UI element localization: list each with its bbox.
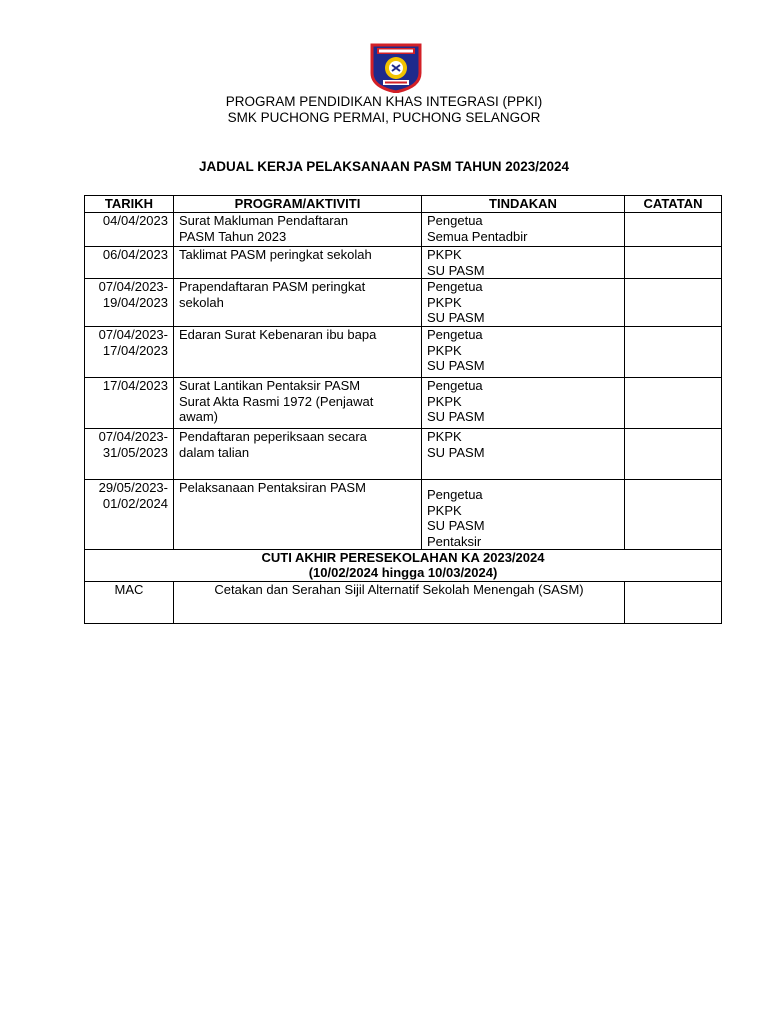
action-text: SU PASM	[427, 358, 485, 373]
date-text: 06/04/2023	[102, 247, 168, 262]
action-text: SU PASM	[427, 310, 485, 325]
school-name: SMK PUCHONG PERMAI, PUCHONG SELANGOR	[227, 110, 541, 125]
action-text: Pengetua	[427, 487, 483, 502]
action-text: SU PASM	[427, 262, 485, 278]
program-text: dalam talian	[179, 444, 250, 460]
action-text: Pengetua	[427, 213, 483, 228]
program-text: awam)	[179, 409, 219, 424]
date-cell	[85, 247, 174, 279]
notes-cell	[625, 279, 722, 327]
action-text: PKPK	[427, 429, 462, 444]
action-text: SU PASM	[427, 409, 485, 424]
date-text: 01/02/2024	[102, 495, 168, 511]
program-cell	[174, 480, 422, 550]
action-text: Pengetua	[427, 327, 483, 342]
action-text: PKPK	[427, 393, 462, 409]
notes-cell	[625, 582, 722, 624]
table-row	[85, 213, 722, 247]
action-text: Pentaksir	[427, 533, 482, 549]
notes-cell	[625, 429, 722, 480]
action-cell	[422, 480, 625, 550]
action-text: PKPK	[427, 247, 462, 262]
action-cell	[422, 213, 625, 247]
action-cell	[422, 247, 625, 279]
date-text: 17/04/2023	[102, 342, 168, 358]
action-cell	[422, 378, 625, 429]
schedule-table	[84, 195, 722, 624]
date-text: 31/05/2023	[102, 444, 168, 460]
column-header-action: TINDAKAN	[422, 196, 625, 213]
program-text: Surat Makluman Pendaftaran	[179, 213, 349, 228]
date-text: 04/04/2023	[102, 213, 168, 228]
date-cell	[85, 429, 174, 480]
table-row	[85, 429, 722, 480]
program-text: Edaran Surat Kebenaran ibu bapa	[179, 327, 377, 342]
column-header-date: TARIKH	[85, 196, 174, 213]
action-text: PKPK	[427, 294, 462, 310]
date-text: 17/04/2023	[102, 378, 168, 393]
table-header-row	[85, 196, 722, 213]
program-cell	[174, 279, 422, 327]
date-text: 19/04/2023	[102, 294, 168, 310]
column-header-notes: CATATAN	[625, 196, 722, 213]
program-text: Pelaksanaan Pentaksiran PASM	[179, 480, 366, 495]
date-text: 07/04/2023-	[98, 327, 168, 342]
program-text: Taklimat PASM peringkat sekolah	[179, 247, 372, 262]
action-cell	[422, 327, 625, 378]
action-text: SU PASM	[427, 444, 485, 460]
notes-cell	[625, 327, 722, 378]
program-text: Prapendaftaran PASM peringkat	[179, 279, 366, 294]
program-text: Pendaftaran peperiksaan secara	[179, 429, 367, 444]
date-cell: MAC	[85, 582, 174, 624]
table-row	[85, 378, 722, 429]
date-cell	[85, 213, 174, 247]
program-cell: Cetakan dan Serahan Sijil Alternatif Sekolah Menengah (SASM)	[174, 582, 625, 624]
holiday-title: CUTI AKHIR PERESEKOLAHAN KA 2023/2024	[261, 550, 545, 565]
holiday-cell	[85, 550, 722, 582]
action-cell	[422, 429, 625, 480]
column-header-program: PROGRAM/AKTIVITI	[174, 196, 422, 213]
program-cell	[174, 327, 422, 378]
table-row	[85, 480, 722, 550]
table-row	[85, 582, 722, 624]
date-cell	[85, 480, 174, 550]
action-text: Semua Pentadbir	[427, 228, 528, 244]
holiday-row	[85, 550, 722, 582]
action-text: PKPK	[427, 342, 462, 358]
notes-cell	[625, 213, 722, 247]
action-text: PKPK	[427, 502, 462, 518]
date-cell	[85, 327, 174, 378]
program-text: Surat Lantikan Pentaksir PASM	[179, 378, 361, 393]
notes-cell	[625, 480, 722, 550]
action-text: Pengetua	[427, 378, 483, 393]
table-row	[85, 247, 722, 279]
action-text: Pengetua	[427, 279, 483, 294]
action-cell	[422, 279, 625, 327]
holiday-dates: (10/02/2024 hingga 10/03/2024)	[308, 565, 498, 580]
program-text: Surat Akta Rasmi 1972 (Penjawat	[179, 393, 374, 409]
action-text: SU PASM	[427, 518, 485, 533]
table-row	[85, 279, 722, 327]
program-text: sekolah	[179, 294, 224, 310]
date-cell	[85, 279, 174, 327]
program-text: PASM Tahun 2023	[179, 228, 287, 244]
date-text: 07/04/2023-	[98, 429, 168, 444]
program-cell	[174, 213, 422, 247]
program-name: PROGRAM PENDIDIKAN KHAS INTEGRASI (PPKI)	[225, 94, 543, 109]
program-cell	[174, 378, 422, 429]
program-cell	[174, 247, 422, 279]
school-crest-logo	[370, 43, 422, 93]
document-title: JADUAL KERJA PELAKSANAAN PASM TAHUN 2023/2024	[198, 159, 570, 174]
date-text: 07/04/2023-	[98, 279, 168, 294]
program-cell	[174, 429, 422, 480]
notes-cell	[625, 378, 722, 429]
date-cell	[85, 378, 174, 429]
notes-cell	[625, 247, 722, 279]
table-row	[85, 327, 722, 378]
date-text: 29/05/2023-	[98, 480, 168, 495]
